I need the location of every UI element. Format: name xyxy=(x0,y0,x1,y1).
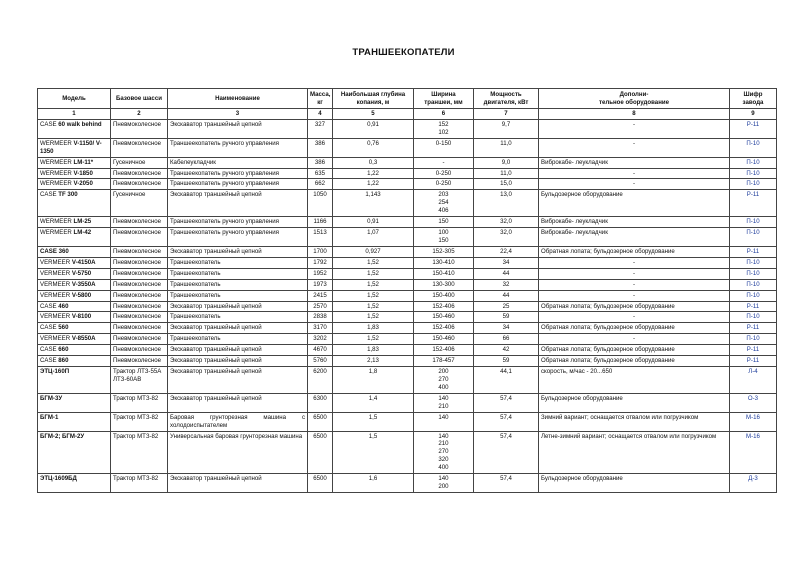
cell-code: П-10 xyxy=(730,217,777,228)
table-row xyxy=(38,367,777,394)
col-number: 7 xyxy=(474,109,539,120)
cell-depth: 1,52 xyxy=(333,268,414,279)
cell-width xyxy=(414,312,474,323)
cell-extra: Бульдозерное оборудование xyxy=(539,393,730,412)
cell-mass: 2838 xyxy=(308,312,333,323)
cell-code: Л-4 xyxy=(730,367,777,394)
cell-extra: Обратная лопата; бульдозерное оборудование xyxy=(539,356,730,367)
cell-chassis: Пневмоколесное xyxy=(111,257,168,268)
cell-model: VERMEER V-8550A xyxy=(38,334,111,345)
cell-name: Траншеекопатель xyxy=(168,312,308,323)
col-number: 4 xyxy=(308,109,333,120)
cell-mass: 3202 xyxy=(308,334,333,345)
cell-power: 57,4 xyxy=(474,393,539,412)
cell-power: 42 xyxy=(474,345,539,356)
cell-depth: 1,52 xyxy=(333,301,414,312)
cell-power: 44 xyxy=(474,290,539,301)
cell-width xyxy=(414,246,474,257)
cell-extra: Обратная лопата; бульдозерное оборудование xyxy=(539,323,730,334)
table-row xyxy=(38,279,777,290)
cell-name: Траншеекопатель ручного управления xyxy=(168,228,308,247)
cell-mass: 327 xyxy=(308,119,333,138)
cell-name: Экскаватор траншейный цепной xyxy=(168,474,308,493)
width-value: 200 xyxy=(438,368,449,376)
cell-code: Р-11 xyxy=(730,190,777,217)
column-number-row xyxy=(38,109,777,120)
table-row xyxy=(38,393,777,412)
width-value: 150-460 xyxy=(432,313,455,321)
width-value: 152-406 xyxy=(432,302,455,310)
cell-power: 9,7 xyxy=(474,119,539,138)
cell-model: VERMEER V-3550A xyxy=(38,279,111,290)
cell-name: Траншеекопатель xyxy=(168,334,308,345)
width-value: 0-150 xyxy=(435,139,452,147)
cell-chassis: Трактор МТЗ-82 xyxy=(111,393,168,412)
cell-depth: 1,52 xyxy=(333,290,414,301)
cell-model: WERMEER V-1850 xyxy=(38,168,111,179)
cell-power: 11,0 xyxy=(474,168,539,179)
cell-depth: 1,8 xyxy=(333,367,414,394)
table-row xyxy=(38,345,777,356)
width-value: 150 xyxy=(438,218,449,226)
cell-chassis: Пневмоколесное xyxy=(111,290,168,301)
cell-code: П-10 xyxy=(730,279,777,290)
cell-mass: 1973 xyxy=(308,279,333,290)
cell-depth: 1,5 xyxy=(333,412,414,431)
header-chassis: Базовое шасси xyxy=(111,89,168,109)
cell-extra: - xyxy=(539,168,730,179)
col-number: 6 xyxy=(414,109,474,120)
cell-model: CASE 860 xyxy=(38,356,111,367)
header-model: Модель xyxy=(38,89,111,109)
cell-chassis: Гусеничное xyxy=(111,190,168,217)
cell-width xyxy=(414,334,474,345)
cell-depth: 1,52 xyxy=(333,334,414,345)
cell-mass: 386 xyxy=(308,138,333,157)
cell-extra: - xyxy=(539,268,730,279)
cell-extra: - xyxy=(539,290,730,301)
width-value: 178-457 xyxy=(432,357,455,365)
cell-depth: 1,6 xyxy=(333,474,414,493)
header-code: Шифр завода xyxy=(730,89,777,109)
cell-width xyxy=(414,138,474,157)
cell-model: WERMEER V-1150/ V-1350 xyxy=(38,138,111,157)
cell-name: Траншеекопатель ручного управления xyxy=(168,179,308,190)
width-value: 140 xyxy=(438,432,449,440)
cell-chassis: Трактор МТЗ-82 xyxy=(111,474,168,493)
cell-chassis: Гусеничное xyxy=(111,157,168,168)
cell-name: Кабелеукладчик xyxy=(168,157,308,168)
width-value: 320 xyxy=(438,456,449,464)
cell-width xyxy=(414,301,474,312)
cell-name: Баровая грунторезная машина с холодоиспытателем xyxy=(168,412,308,431)
cell-extra: - xyxy=(539,279,730,290)
cell-power: 32,0 xyxy=(474,217,539,228)
cell-chassis: Пневмоколесное xyxy=(111,138,168,157)
width-value: 400 xyxy=(438,464,449,472)
cell-width xyxy=(414,157,474,168)
cell-chassis: Пневмоколесное xyxy=(111,301,168,312)
width-value: 152-406 xyxy=(432,324,455,332)
cell-depth: 0,3 xyxy=(333,157,414,168)
cell-mass: 6300 xyxy=(308,393,333,412)
cell-power: 32,0 xyxy=(474,228,539,247)
table-row xyxy=(38,290,777,301)
table-body xyxy=(38,119,777,492)
cell-depth: 1,5 xyxy=(333,431,414,474)
cell-depth: 1,52 xyxy=(333,312,414,323)
cell-code: П-10 xyxy=(730,157,777,168)
width-value: 140 xyxy=(438,475,449,483)
cell-code: П-10 xyxy=(730,268,777,279)
cell-power: 32 xyxy=(474,279,539,290)
cell-extra: Летне-зимний вариант; оснащается отвалом или погрузчиком xyxy=(539,431,730,474)
width-value: 152 xyxy=(438,120,449,128)
table-row xyxy=(38,157,777,168)
width-value: 406 xyxy=(438,207,449,215)
cell-code: П-10 xyxy=(730,257,777,268)
cell-extra: Зимний вариант; оснащается отвалом или погрузчиком xyxy=(539,412,730,431)
cell-chassis: Трактор МТЗ-82 xyxy=(111,431,168,474)
cell-name: Траншеекопатель ручного управления xyxy=(168,138,308,157)
cell-depth: 1,22 xyxy=(333,168,414,179)
cell-chassis: Пневмоколесное xyxy=(111,168,168,179)
cell-extra: Бульдозерное оборудование xyxy=(539,474,730,493)
cell-power: 22,4 xyxy=(474,246,539,257)
cell-name: Экскаватор траншейный цепной xyxy=(168,323,308,334)
cell-width xyxy=(414,190,474,217)
cell-depth: 1,83 xyxy=(333,323,414,334)
cell-mass: 1050 xyxy=(308,190,333,217)
cell-model: VERMEER V-5800 xyxy=(38,290,111,301)
cell-extra: Обратная лопата; бульдозерное оборудование xyxy=(539,246,730,257)
cell-power: 13,0 xyxy=(474,190,539,217)
cell-extra: Виброкабе- леукладчик xyxy=(539,228,730,247)
cell-name: Экскаватор траншейный цепной xyxy=(168,356,308,367)
cell-name: Экскаватор траншейный цепной xyxy=(168,119,308,138)
width-value: 130-300 xyxy=(432,280,455,288)
cell-extra: - xyxy=(539,334,730,345)
cell-depth: 1,4 xyxy=(333,393,414,412)
cell-name: Траншеекопатель ручного управления xyxy=(168,168,308,179)
cell-mass: 1952 xyxy=(308,268,333,279)
cell-name: Универсальная баровая грунторезная машина xyxy=(168,431,308,474)
cell-name: Экскаватор траншейный цепной xyxy=(168,190,308,217)
cell-model: БГМ-2; БГМ-2У xyxy=(38,431,111,474)
cell-code: П-10 xyxy=(730,312,777,323)
cell-depth: 1,83 xyxy=(333,345,414,356)
cell-chassis: Пневмоколесное xyxy=(111,246,168,257)
cell-code: М-16 xyxy=(730,431,777,474)
table-row xyxy=(38,431,777,474)
cell-model: ЭТЦ-1609БД xyxy=(38,474,111,493)
cell-mass: 5760 xyxy=(308,356,333,367)
cell-code: Р-11 xyxy=(730,356,777,367)
cell-power: 59 xyxy=(474,356,539,367)
cell-chassis: Пневмоколесное xyxy=(111,228,168,247)
cell-code: Д-3 xyxy=(730,474,777,493)
width-value: 210 xyxy=(438,440,449,448)
width-value: 150 xyxy=(438,236,449,244)
header-extra: Дополни- тельное оборудование xyxy=(539,89,730,109)
cell-width xyxy=(414,228,474,247)
cell-extra: - xyxy=(539,257,730,268)
width-value: 210 xyxy=(438,402,449,410)
col-number: 5 xyxy=(333,109,414,120)
cell-width xyxy=(414,367,474,394)
cell-name: Экскаватор траншейный цепной xyxy=(168,393,308,412)
cell-depth: 0,91 xyxy=(333,119,414,138)
cell-width xyxy=(414,179,474,190)
cell-width xyxy=(414,393,474,412)
cell-name: Экскаватор траншейный цепной xyxy=(168,301,308,312)
cell-model: БГМ-1 xyxy=(38,412,111,431)
cell-mass: 3170 xyxy=(308,323,333,334)
cell-mass: 1792 xyxy=(308,257,333,268)
cell-depth: 1,22 xyxy=(333,179,414,190)
cell-depth: 1,52 xyxy=(333,257,414,268)
cell-mass: 2570 xyxy=(308,301,333,312)
cell-depth: 0,76 xyxy=(333,138,414,157)
col-number: 1 xyxy=(38,109,111,120)
cell-code: Р-11 xyxy=(730,246,777,257)
table-row xyxy=(38,217,777,228)
width-value: 102 xyxy=(438,128,449,136)
cell-name: Экскаватор траншейный цепной xyxy=(168,246,308,257)
cell-extra: Виброкабе- леукладчик xyxy=(539,217,730,228)
cell-model: CASE 360 xyxy=(38,246,111,257)
table-row xyxy=(38,312,777,323)
cell-depth: 1,07 xyxy=(333,228,414,247)
trencher-table xyxy=(37,88,777,493)
header-depth: Наибольшая глубина копания, м xyxy=(333,89,414,109)
cell-code: П-10 xyxy=(730,334,777,345)
cell-model: WERMEER LM-11* xyxy=(38,157,111,168)
cell-chassis: Пневмоколесное xyxy=(111,356,168,367)
cell-code: О-3 xyxy=(730,393,777,412)
table-row xyxy=(38,228,777,247)
cell-code: Р-11 xyxy=(730,301,777,312)
cell-code: П-10 xyxy=(730,138,777,157)
col-number: 8 xyxy=(539,109,730,120)
cell-width xyxy=(414,323,474,334)
width-value: 140 xyxy=(438,394,449,402)
width-value: - xyxy=(442,158,445,166)
cell-name: Траншеекопатель xyxy=(168,257,308,268)
cell-code: Р-11 xyxy=(730,323,777,334)
cell-model: CASE 660 xyxy=(38,345,111,356)
cell-power: 11,0 xyxy=(474,138,539,157)
width-value: 0-250 xyxy=(435,169,452,177)
cell-code: Р-11 xyxy=(730,345,777,356)
cell-mass: 1166 xyxy=(308,217,333,228)
cell-width xyxy=(414,217,474,228)
cell-extra: скорость, м/час - 20...650 xyxy=(539,367,730,394)
cell-extra: Обратная лопата; бульдозерное оборудование xyxy=(539,345,730,356)
col-number: 9 xyxy=(730,109,777,120)
cell-depth: 0,927 xyxy=(333,246,414,257)
width-value: 150-400 xyxy=(432,291,455,299)
cell-name: Траншеекопатель xyxy=(168,268,308,279)
table-row xyxy=(38,168,777,179)
cell-chassis: Пневмоколесное xyxy=(111,334,168,345)
cell-width xyxy=(414,119,474,138)
table-row xyxy=(38,412,777,431)
width-value: 270 xyxy=(438,375,449,383)
table-row xyxy=(38,301,777,312)
width-value: 150-460 xyxy=(432,335,455,343)
cell-chassis: Пневмоколесное xyxy=(111,217,168,228)
table-row xyxy=(38,257,777,268)
cell-power: 9,0 xyxy=(474,157,539,168)
cell-name: Траншеекопатель xyxy=(168,290,308,301)
cell-width xyxy=(414,412,474,431)
cell-name: Экскаватор траншейный цепной xyxy=(168,345,308,356)
header-row xyxy=(38,89,777,109)
table-row xyxy=(38,179,777,190)
cell-mass: 2415 xyxy=(308,290,333,301)
cell-model: WERMEER V-2050 xyxy=(38,179,111,190)
cell-mass: 6500 xyxy=(308,412,333,431)
page-title: ТРАНШЕЕКОПАТЕЛИ xyxy=(352,47,455,58)
header-width: Ширина траншеи, мм xyxy=(414,89,474,109)
cell-depth: 1,143 xyxy=(333,190,414,217)
header-power: Мощность двигателя, кВт xyxy=(474,89,539,109)
cell-model: WERMEER LM-25 xyxy=(38,217,111,228)
cell-mass: 386 xyxy=(308,157,333,168)
cell-extra: - xyxy=(539,312,730,323)
cell-power: 57,4 xyxy=(474,474,539,493)
cell-model: ЭТЦ-160П xyxy=(38,367,111,394)
cell-mass: 1513 xyxy=(308,228,333,247)
width-value: 152-406 xyxy=(432,346,455,354)
width-value: 270 xyxy=(438,448,449,456)
cell-power: 57,4 xyxy=(474,431,539,474)
cell-extra: Обратная лопата; бульдозерное оборудование xyxy=(539,301,730,312)
cell-width xyxy=(414,345,474,356)
cell-model: CASE 560 xyxy=(38,323,111,334)
cell-power: 15,0 xyxy=(474,179,539,190)
cell-mass: 6500 xyxy=(308,431,333,474)
table-row xyxy=(38,474,777,493)
cell-width xyxy=(414,279,474,290)
cell-depth: 2,13 xyxy=(333,356,414,367)
cell-code: Р-11 xyxy=(730,119,777,138)
cell-chassis: Пневмоколесное xyxy=(111,268,168,279)
cell-depth: 1,52 xyxy=(333,279,414,290)
cell-chassis: Трактор МТЗ-82 xyxy=(111,412,168,431)
cell-power: 34 xyxy=(474,323,539,334)
cell-name: Траншеекопатель xyxy=(168,279,308,290)
cell-model: WERMEER LM-42 xyxy=(38,228,111,247)
cell-mass: 1700 xyxy=(308,246,333,257)
cell-name: Экскаватор траншейный цепной xyxy=(168,367,308,394)
cell-code: П-10 xyxy=(730,179,777,190)
cell-extra: - xyxy=(539,119,730,138)
cell-power: 57,4 xyxy=(474,412,539,431)
table-row xyxy=(38,138,777,157)
table-row xyxy=(38,119,777,138)
cell-chassis: Трактор ЛТЗ-55А ЛТЗ-60АВ xyxy=(111,367,168,394)
cell-power: 34 xyxy=(474,257,539,268)
cell-power: 59 xyxy=(474,312,539,323)
width-value: 130-410 xyxy=(432,258,455,266)
header-name: Наименование xyxy=(168,89,308,109)
width-value: 254 xyxy=(438,199,449,207)
cell-width xyxy=(414,356,474,367)
width-value: 0-250 xyxy=(435,180,452,188)
cell-code: М-16 xyxy=(730,412,777,431)
width-value: 400 xyxy=(438,383,449,391)
cell-model: CASE 460 xyxy=(38,301,111,312)
cell-width xyxy=(414,268,474,279)
cell-chassis: Пневмоколесное xyxy=(111,345,168,356)
cell-code: П-10 xyxy=(730,290,777,301)
cell-name: Траншеекопатель ручного управления xyxy=(168,217,308,228)
width-value: 200 xyxy=(438,483,449,491)
table-row xyxy=(38,268,777,279)
cell-extra: Бульдозерное оборудование xyxy=(539,190,730,217)
width-value: 140 xyxy=(438,413,449,421)
cell-power: 66 xyxy=(474,334,539,345)
col-number: 2 xyxy=(111,109,168,120)
cell-width xyxy=(414,168,474,179)
table-row xyxy=(38,323,777,334)
cell-chassis: Пневмоколесное xyxy=(111,179,168,190)
cell-chassis: Пневмоколесное xyxy=(111,119,168,138)
cell-model: VERMEER V-8100 xyxy=(38,312,111,323)
cell-mass: 662 xyxy=(308,179,333,190)
cell-width xyxy=(414,257,474,268)
cell-model: БГМ-3У xyxy=(38,393,111,412)
cell-power: 25 xyxy=(474,301,539,312)
cell-extra: - xyxy=(539,138,730,157)
cell-extra: - xyxy=(539,179,730,190)
width-value: 203 xyxy=(438,191,449,199)
cell-chassis: Пневмоколесное xyxy=(111,323,168,334)
width-value: 100 xyxy=(438,229,449,237)
cell-mass: 6500 xyxy=(308,474,333,493)
cell-mass: 6200 xyxy=(308,367,333,394)
header-mass: Масса, кг xyxy=(308,89,333,109)
table-row xyxy=(38,334,777,345)
cell-mass: 4670 xyxy=(308,345,333,356)
cell-chassis: Пневмоколесное xyxy=(111,279,168,290)
cell-code: П-10 xyxy=(730,228,777,247)
table-row xyxy=(38,356,777,367)
width-value: 150-410 xyxy=(432,269,455,277)
col-number: 3 xyxy=(168,109,308,120)
table-row xyxy=(38,246,777,257)
table-row xyxy=(38,190,777,217)
width-value: 152-305 xyxy=(432,247,455,255)
cell-chassis: Пневмоколесное xyxy=(111,312,168,323)
cell-code: П-10 xyxy=(730,168,777,179)
cell-extra: Виброкабе- леукладчик xyxy=(539,157,730,168)
cell-depth: 0,91 xyxy=(333,217,414,228)
cell-model: CASE 60 walk behind xyxy=(38,119,111,138)
cell-width xyxy=(414,290,474,301)
cell-width xyxy=(414,474,474,493)
cell-width xyxy=(414,431,474,474)
cell-model: CASE TF 300 xyxy=(38,190,111,217)
cell-mass: 635 xyxy=(308,168,333,179)
cell-power: 44 xyxy=(474,268,539,279)
cell-power: 44,1 xyxy=(474,367,539,394)
cell-model: VERMEER V-5750 xyxy=(38,268,111,279)
cell-model: VERMEER V-4150A xyxy=(38,257,111,268)
